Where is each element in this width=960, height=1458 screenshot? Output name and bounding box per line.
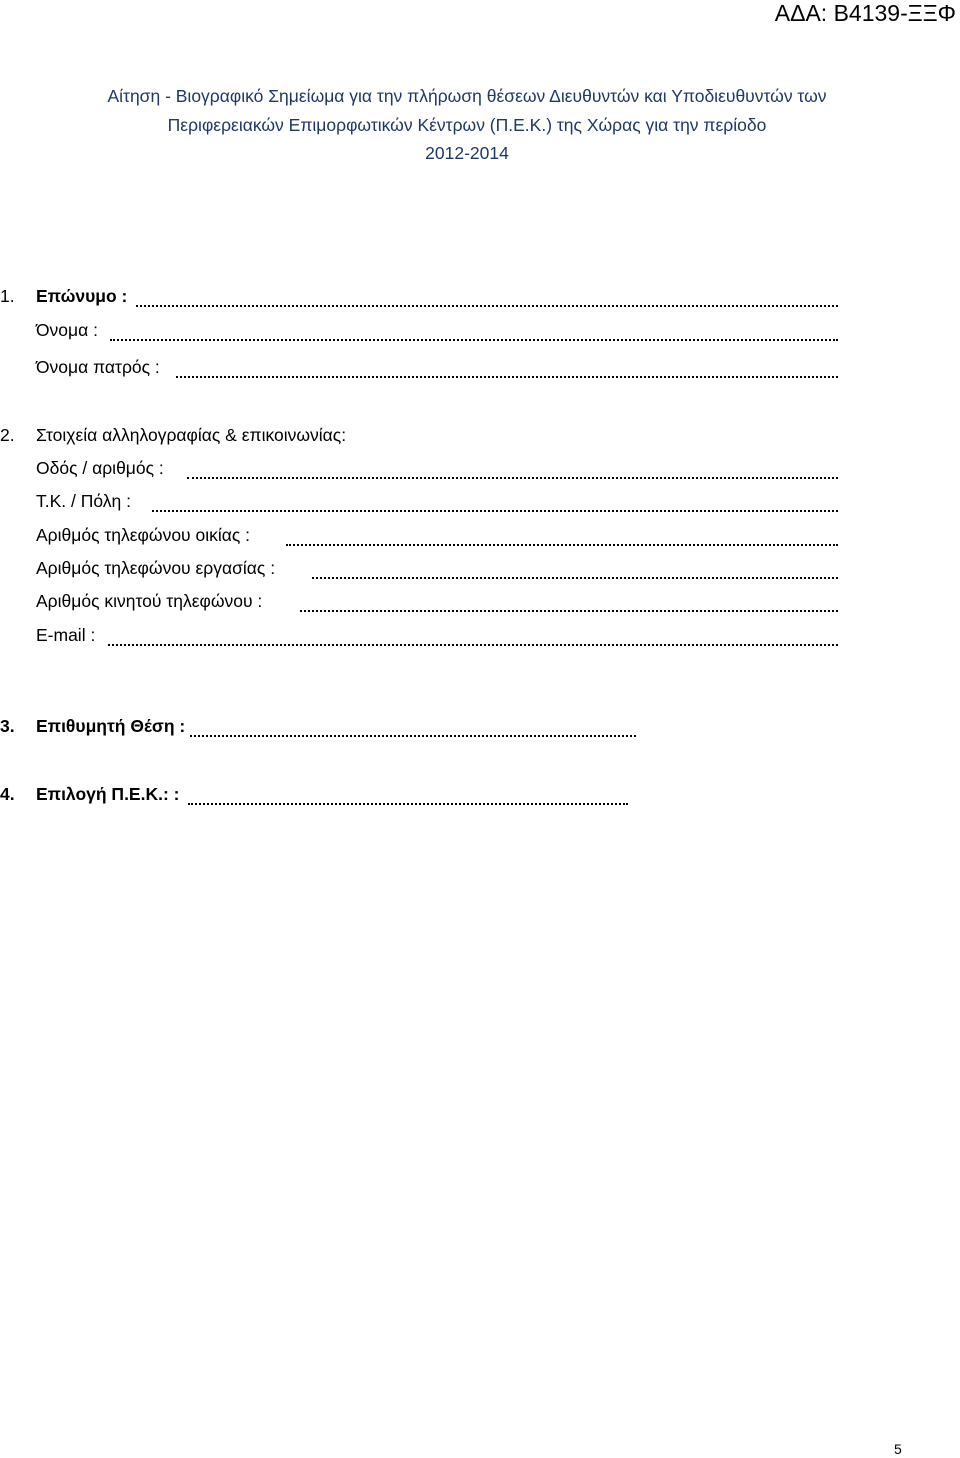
postcode-field[interactable] (152, 501, 838, 512)
name-label: Όνομα : (36, 320, 98, 340)
father-name-label: Όνομα πατρός : (36, 357, 160, 377)
work-phone-field[interactable] (312, 568, 838, 579)
section-2-number: 2. (0, 425, 15, 445)
ada-code: ΑΔΑ: Β4139-ΞΞΦ (774, 0, 956, 26)
email-field[interactable] (108, 635, 838, 646)
document-title (0, 82, 934, 168)
postcode-label: Τ.Κ. / Πόλη : (36, 491, 131, 511)
home-phone-label: Αριθμός τηλεφώνου οικίας : (36, 525, 251, 545)
section-4-number: 4. (0, 784, 15, 804)
pek-choice-field[interactable] (188, 794, 628, 805)
name-field[interactable] (110, 330, 838, 341)
father-name-field[interactable] (176, 367, 838, 378)
email-label: E-mail : (36, 625, 96, 645)
mobile-label: Αριθμός κινητού τηλεφώνου : (36, 591, 263, 611)
page-number: 5 (894, 1441, 902, 1457)
desired-position-label: Επιθυμητή Θέση : (36, 716, 186, 736)
home-phone-field[interactable] (286, 535, 838, 546)
desired-position-field[interactable] (190, 726, 636, 737)
pek-choice-label: Επιλογή Π.Ε.Κ.: : (36, 784, 180, 804)
title-line-2: Περιφερειακών Επιμορφωτικών Κέντρων (Π.Ε.Κ.) της Χώρας για την περίοδο (167, 114, 767, 135)
surname-label: Επώνυμο : (36, 286, 128, 306)
title-line-1: Αίτηση - Βιογραφικό Σημείωμα για την πλήρωση θέσεων Διευθυντών και Υποδιευθυντών των (107, 86, 827, 106)
section-3-number: 3. (0, 716, 15, 736)
street-field[interactable] (187, 468, 838, 479)
street-label: Οδός / αριθμός : (36, 458, 164, 478)
section-1-number: 1. (0, 286, 15, 306)
contact-heading: Στοιχεία αλληλογραφίας & επικοινωνίας: (36, 425, 347, 445)
title-line-3: 2012-2014 (425, 143, 509, 163)
work-phone-label: Αριθμός τηλεφώνου εργασίας : (36, 558, 276, 578)
mobile-field[interactable] (300, 601, 838, 612)
surname-field[interactable] (136, 296, 838, 307)
